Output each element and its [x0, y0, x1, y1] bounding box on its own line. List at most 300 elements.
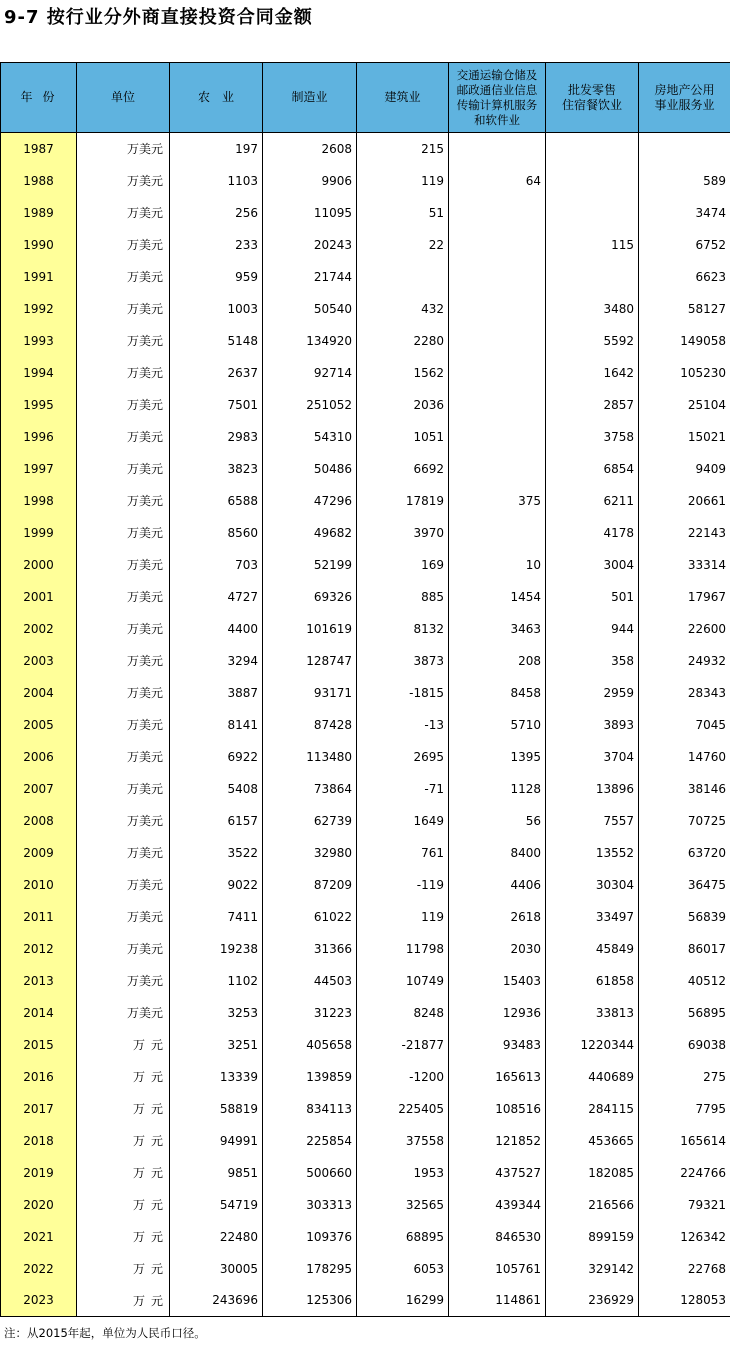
agriculture-cell: 243696 — [170, 1285, 263, 1317]
agriculture-cell: 5148 — [170, 325, 263, 357]
transport-cell — [449, 229, 546, 261]
unit-cell: 万元 — [77, 1221, 170, 1253]
year-cell: 1991 — [1, 261, 77, 293]
realestate-cell: 22768 — [639, 1253, 730, 1285]
agriculture-cell: 30005 — [170, 1253, 263, 1285]
realestate-cell: 33314 — [639, 549, 730, 581]
agriculture-cell: 54719 — [170, 1189, 263, 1221]
realestate-cell — [639, 133, 730, 165]
year-cell: 1988 — [1, 165, 77, 197]
year-cell: 2012 — [1, 933, 77, 965]
construction-cell: -71 — [357, 773, 449, 805]
realestate-cell: 69038 — [639, 1029, 730, 1061]
wholesale-cell: 61858 — [546, 965, 639, 997]
agriculture-cell: 2637 — [170, 357, 263, 389]
wholesale-cell: 2857 — [546, 389, 639, 421]
manufacturing-cell: 69326 — [263, 581, 357, 613]
agriculture-cell: 8141 — [170, 709, 263, 741]
construction-cell: 17819 — [357, 485, 449, 517]
year-cell: 2004 — [1, 677, 77, 709]
agriculture-cell: 959 — [170, 261, 263, 293]
wholesale-cell: 30304 — [546, 869, 639, 901]
unit-cell: 万元 — [77, 1157, 170, 1189]
realestate-cell: 589 — [639, 165, 730, 197]
wholesale-cell: 236929 — [546, 1285, 639, 1317]
year-cell: 2000 — [1, 549, 77, 581]
transport-cell: 1454 — [449, 581, 546, 613]
construction-cell: 37558 — [357, 1125, 449, 1157]
realestate-cell: 70725 — [639, 805, 730, 837]
manufacturing-cell: 54310 — [263, 421, 357, 453]
header-transport-line: 交通运输仓储及 — [456, 67, 538, 82]
unit-cell: 万美元 — [77, 421, 170, 453]
manufacturing-cell: 113480 — [263, 741, 357, 773]
transport-cell — [449, 357, 546, 389]
table-row — [1, 613, 730, 645]
agriculture-cell: 94991 — [170, 1125, 263, 1157]
agriculture-cell: 6588 — [170, 485, 263, 517]
construction-cell: -119 — [357, 869, 449, 901]
manufacturing-cell: 50486 — [263, 453, 357, 485]
manufacturing-cell: 31366 — [263, 933, 357, 965]
agriculture-cell: 22480 — [170, 1221, 263, 1253]
wholesale-cell: 33497 — [546, 901, 639, 933]
table-row — [1, 773, 730, 805]
transport-cell: 4406 — [449, 869, 546, 901]
unit-cell: 万美元 — [77, 677, 170, 709]
year-cell: 2005 — [1, 709, 77, 741]
realestate-cell: 15021 — [639, 421, 730, 453]
unit-cell: 万美元 — [77, 165, 170, 197]
transport-cell — [449, 197, 546, 229]
construction-cell: -21877 — [357, 1029, 449, 1061]
manufacturing-cell: 31223 — [263, 997, 357, 1029]
table-row — [1, 581, 730, 613]
manufacturing-cell: 134920 — [263, 325, 357, 357]
table-row — [1, 677, 730, 709]
wholesale-cell: 944 — [546, 613, 639, 645]
unit-cell: 万美元 — [77, 613, 170, 645]
wholesale-cell: 5592 — [546, 325, 639, 357]
construction-cell: 8248 — [357, 997, 449, 1029]
agriculture-cell: 703 — [170, 549, 263, 581]
year-cell: 1996 — [1, 421, 77, 453]
wholesale-cell — [546, 197, 639, 229]
year-cell: 2010 — [1, 869, 77, 901]
unit-cell: 万美元 — [77, 805, 170, 837]
construction-cell: 119 — [357, 165, 449, 197]
construction-cell: 761 — [357, 837, 449, 869]
construction-cell: 2695 — [357, 741, 449, 773]
unit-cell: 万美元 — [77, 325, 170, 357]
construction-cell: 1562 — [357, 357, 449, 389]
manufacturing-cell: 500660 — [263, 1157, 357, 1189]
unit-cell: 万元 — [77, 1253, 170, 1285]
manufacturing-cell: 73864 — [263, 773, 357, 805]
year-cell: 1987 — [1, 133, 77, 165]
manufacturing-cell: 20243 — [263, 229, 357, 261]
agriculture-cell: 1003 — [170, 293, 263, 325]
construction-cell: 119 — [357, 901, 449, 933]
header-transport-line: 传输计算机服务 — [456, 97, 538, 112]
wholesale-cell: 501 — [546, 581, 639, 613]
construction-cell: 1051 — [357, 421, 449, 453]
transport-cell: 93483 — [449, 1029, 546, 1061]
manufacturing-cell: 128747 — [263, 645, 357, 677]
transport-cell: 2030 — [449, 933, 546, 965]
table-row — [1, 965, 730, 997]
construction-cell: 225405 — [357, 1093, 449, 1125]
transport-cell — [449, 389, 546, 421]
wholesale-cell: 3480 — [546, 293, 639, 325]
agriculture-cell: 13339 — [170, 1061, 263, 1093]
transport-cell: 108516 — [449, 1093, 546, 1125]
unit-cell: 万美元 — [77, 741, 170, 773]
wholesale-cell: 358 — [546, 645, 639, 677]
transport-cell: 64 — [449, 165, 546, 197]
wholesale-cell: 2959 — [546, 677, 639, 709]
manufacturing-cell: 109376 — [263, 1221, 357, 1253]
table-row — [1, 133, 730, 165]
construction-cell: 32565 — [357, 1189, 449, 1221]
construction-cell: 432 — [357, 293, 449, 325]
year-cell: 2011 — [1, 901, 77, 933]
header-wholesale-line: 住宿餐饮业 — [561, 97, 622, 112]
wholesale-cell: 216566 — [546, 1189, 639, 1221]
manufacturing-cell: 834113 — [263, 1093, 357, 1125]
wholesale-cell: 45849 — [546, 933, 639, 965]
table-row — [1, 453, 730, 485]
wholesale-cell: 6211 — [546, 485, 639, 517]
table-row — [1, 645, 730, 677]
unit-cell: 万元 — [77, 1029, 170, 1061]
wholesale-cell: 182085 — [546, 1157, 639, 1189]
realestate-cell: 28343 — [639, 677, 730, 709]
agriculture-cell: 5408 — [170, 773, 263, 805]
year-cell: 2020 — [1, 1189, 77, 1221]
manufacturing-cell: 225854 — [263, 1125, 357, 1157]
manufacturing-cell: 303313 — [263, 1189, 357, 1221]
wholesale-cell: 13896 — [546, 773, 639, 805]
agriculture-cell: 7501 — [170, 389, 263, 421]
realestate-cell: 275 — [639, 1061, 730, 1093]
table-row — [1, 389, 730, 421]
transport-cell: 12936 — [449, 997, 546, 1029]
transport-cell: 56 — [449, 805, 546, 837]
unit-cell: 万美元 — [77, 549, 170, 581]
realestate-cell: 86017 — [639, 933, 730, 965]
footnote: 注：从2015年起，单位为人民币口径。 — [4, 1326, 206, 1340]
transport-cell — [449, 517, 546, 549]
construction-cell: 2036 — [357, 389, 449, 421]
wholesale-cell: 6854 — [546, 453, 639, 485]
header-wholesale-line: 批发零售 — [567, 82, 616, 97]
manufacturing-cell: 251052 — [263, 389, 357, 421]
table-row — [1, 933, 730, 965]
transport-cell — [449, 453, 546, 485]
transport-cell — [449, 325, 546, 357]
table-header-row — [1, 63, 730, 133]
unit-cell: 万美元 — [77, 389, 170, 421]
wholesale-cell — [546, 165, 639, 197]
unit-cell: 万美元 — [77, 933, 170, 965]
construction-cell: 885 — [357, 581, 449, 613]
construction-cell: 16299 — [357, 1285, 449, 1317]
construction-cell: 2280 — [357, 325, 449, 357]
wholesale-cell: 3758 — [546, 421, 639, 453]
transport-cell: 439344 — [449, 1189, 546, 1221]
realestate-cell: 165614 — [639, 1125, 730, 1157]
wholesale-cell: 3893 — [546, 709, 639, 741]
table-row — [1, 197, 730, 229]
table-row — [1, 517, 730, 549]
construction-cell: -13 — [357, 709, 449, 741]
table-row — [1, 1285, 730, 1317]
agriculture-cell: 9022 — [170, 869, 263, 901]
header-transport-line: 和软件业 — [474, 112, 520, 127]
table-row — [1, 229, 730, 261]
manufacturing-cell: 405658 — [263, 1029, 357, 1061]
unit-cell: 万美元 — [77, 453, 170, 485]
realestate-cell: 58127 — [639, 293, 730, 325]
realestate-cell: 20661 — [639, 485, 730, 517]
table-row — [1, 805, 730, 837]
unit-cell: 万美元 — [77, 133, 170, 165]
year-cell: 1990 — [1, 229, 77, 261]
construction-cell: 1649 — [357, 805, 449, 837]
table-row — [1, 1093, 730, 1125]
wholesale-cell — [546, 133, 639, 165]
agriculture-cell: 3522 — [170, 837, 263, 869]
construction-cell: 3970 — [357, 517, 449, 549]
unit-cell: 万美元 — [77, 357, 170, 389]
unit-cell: 万美元 — [77, 517, 170, 549]
header-manufacturing: 制造业 — [263, 63, 357, 133]
manufacturing-cell: 125306 — [263, 1285, 357, 1317]
wholesale-cell: 440689 — [546, 1061, 639, 1093]
table-row — [1, 325, 730, 357]
wholesale-cell: 4178 — [546, 517, 639, 549]
construction-cell: 51 — [357, 197, 449, 229]
year-cell: 2001 — [1, 581, 77, 613]
realestate-cell: 63720 — [639, 837, 730, 869]
realestate-cell: 128053 — [639, 1285, 730, 1317]
year-cell: 2021 — [1, 1221, 77, 1253]
agriculture-cell: 1102 — [170, 965, 263, 997]
agriculture-cell: 3251 — [170, 1029, 263, 1061]
wholesale-cell: 115 — [546, 229, 639, 261]
transport-cell: 105761 — [449, 1253, 546, 1285]
realestate-cell: 126342 — [639, 1221, 730, 1253]
transport-cell: 208 — [449, 645, 546, 677]
header-realestate — [639, 63, 730, 133]
realestate-cell: 224766 — [639, 1157, 730, 1189]
transport-cell: 10 — [449, 549, 546, 581]
manufacturing-cell: 87428 — [263, 709, 357, 741]
manufacturing-cell: 62739 — [263, 805, 357, 837]
agriculture-cell: 6922 — [170, 741, 263, 773]
construction-cell: 3873 — [357, 645, 449, 677]
manufacturing-cell: 47296 — [263, 485, 357, 517]
header-transport — [449, 63, 546, 133]
agriculture-cell: 9851 — [170, 1157, 263, 1189]
table-row — [1, 421, 730, 453]
manufacturing-cell: 61022 — [263, 901, 357, 933]
construction-cell: 6692 — [357, 453, 449, 485]
transport-cell — [449, 133, 546, 165]
year-cell: 2008 — [1, 805, 77, 837]
wholesale-cell: 3004 — [546, 549, 639, 581]
table-row — [1, 549, 730, 581]
table-row — [1, 709, 730, 741]
table-row — [1, 1029, 730, 1061]
wholesale-cell — [546, 261, 639, 293]
table-body — [1, 133, 730, 1317]
agriculture-cell: 4727 — [170, 581, 263, 613]
wholesale-cell: 3704 — [546, 741, 639, 773]
agriculture-cell: 3253 — [170, 997, 263, 1029]
construction-cell: 6053 — [357, 1253, 449, 1285]
unit-cell: 万美元 — [77, 901, 170, 933]
transport-cell — [449, 261, 546, 293]
year-cell: 2022 — [1, 1253, 77, 1285]
agriculture-cell: 256 — [170, 197, 263, 229]
realestate-cell: 22600 — [639, 613, 730, 645]
year-cell: 1999 — [1, 517, 77, 549]
construction-cell: -1200 — [357, 1061, 449, 1093]
construction-cell: 10749 — [357, 965, 449, 997]
unit-cell: 万美元 — [77, 261, 170, 293]
transport-cell: 846530 — [449, 1221, 546, 1253]
header-construction: 建筑业 — [357, 63, 449, 133]
header-transport-line: 邮政通信业信息 — [456, 82, 538, 97]
agriculture-cell: 58819 — [170, 1093, 263, 1125]
manufacturing-cell: 101619 — [263, 613, 357, 645]
year-cell: 2019 — [1, 1157, 77, 1189]
manufacturing-cell: 21744 — [263, 261, 357, 293]
wholesale-cell: 1220344 — [546, 1029, 639, 1061]
table-row — [1, 261, 730, 293]
unit-cell: 万美元 — [77, 581, 170, 613]
table-row — [1, 357, 730, 389]
realestate-cell: 105230 — [639, 357, 730, 389]
realestate-cell: 56839 — [639, 901, 730, 933]
transport-cell: 8400 — [449, 837, 546, 869]
year-cell: 2016 — [1, 1061, 77, 1093]
table-row — [1, 837, 730, 869]
year-cell: 1994 — [1, 357, 77, 389]
manufacturing-cell: 87209 — [263, 869, 357, 901]
year-cell: 1993 — [1, 325, 77, 357]
year-cell: 2014 — [1, 997, 77, 1029]
agriculture-cell: 233 — [170, 229, 263, 261]
transport-cell: 165613 — [449, 1061, 546, 1093]
year-cell: 2023 — [1, 1285, 77, 1317]
realestate-cell: 3474 — [639, 197, 730, 229]
construction-cell: 215 — [357, 133, 449, 165]
construction-cell: -1815 — [357, 677, 449, 709]
transport-cell — [449, 293, 546, 325]
transport-cell: 8458 — [449, 677, 546, 709]
header-realestate-line: 房地产公用 — [654, 82, 715, 97]
transport-cell: 2618 — [449, 901, 546, 933]
agriculture-cell: 3823 — [170, 453, 263, 485]
header-agriculture: 农 业 — [170, 63, 263, 133]
realestate-cell: 6623 — [639, 261, 730, 293]
year-cell: 1995 — [1, 389, 77, 421]
realestate-cell: 7045 — [639, 709, 730, 741]
unit-cell: 万美元 — [77, 709, 170, 741]
transport-cell: 3463 — [449, 613, 546, 645]
year-cell: 2002 — [1, 613, 77, 645]
wholesale-cell: 7557 — [546, 805, 639, 837]
manufacturing-cell: 32980 — [263, 837, 357, 869]
agriculture-cell: 19238 — [170, 933, 263, 965]
transport-cell: 375 — [449, 485, 546, 517]
unit-cell: 万美元 — [77, 645, 170, 677]
transport-cell: 15403 — [449, 965, 546, 997]
manufacturing-cell: 139859 — [263, 1061, 357, 1093]
unit-cell: 万美元 — [77, 965, 170, 997]
realestate-cell: 56895 — [639, 997, 730, 1029]
unit-cell: 万美元 — [77, 773, 170, 805]
page-title: 9-7 按行业分外商直接投资合同金额 — [4, 7, 313, 28]
table-row — [1, 1189, 730, 1221]
agriculture-cell: 4400 — [170, 613, 263, 645]
unit-cell: 万美元 — [77, 869, 170, 901]
table-row — [1, 741, 730, 773]
agriculture-cell: 2983 — [170, 421, 263, 453]
year-cell: 1989 — [1, 197, 77, 229]
manufacturing-cell: 11095 — [263, 197, 357, 229]
transport-cell: 1395 — [449, 741, 546, 773]
unit-cell: 万美元 — [77, 485, 170, 517]
year-cell: 2013 — [1, 965, 77, 997]
manufacturing-cell: 9906 — [263, 165, 357, 197]
table-row — [1, 1157, 730, 1189]
year-cell: 1997 — [1, 453, 77, 485]
agriculture-cell: 6157 — [170, 805, 263, 837]
manufacturing-cell: 44503 — [263, 965, 357, 997]
year-cell: 2017 — [1, 1093, 77, 1125]
realestate-cell: 40512 — [639, 965, 730, 997]
realestate-cell: 38146 — [639, 773, 730, 805]
construction-cell — [357, 261, 449, 293]
wholesale-cell: 1642 — [546, 357, 639, 389]
realestate-cell: 22143 — [639, 517, 730, 549]
header-realestate-line: 事业服务业 — [654, 97, 715, 112]
realestate-cell: 14760 — [639, 741, 730, 773]
year-cell: 2006 — [1, 741, 77, 773]
transport-cell: 5710 — [449, 709, 546, 741]
manufacturing-cell: 92714 — [263, 357, 357, 389]
agriculture-cell: 7411 — [170, 901, 263, 933]
transport-cell: 121852 — [449, 1125, 546, 1157]
construction-cell: 22 — [357, 229, 449, 261]
header-wholesale — [546, 63, 639, 133]
manufacturing-cell: 2608 — [263, 133, 357, 165]
investment-table — [0, 62, 730, 1317]
construction-cell: 1953 — [357, 1157, 449, 1189]
realestate-cell: 7795 — [639, 1093, 730, 1125]
table-row — [1, 1221, 730, 1253]
transport-cell — [449, 421, 546, 453]
construction-cell: 68895 — [357, 1221, 449, 1253]
table-row — [1, 1061, 730, 1093]
wholesale-cell: 899159 — [546, 1221, 639, 1253]
wholesale-cell: 33813 — [546, 997, 639, 1029]
manufacturing-cell: 178295 — [263, 1253, 357, 1285]
